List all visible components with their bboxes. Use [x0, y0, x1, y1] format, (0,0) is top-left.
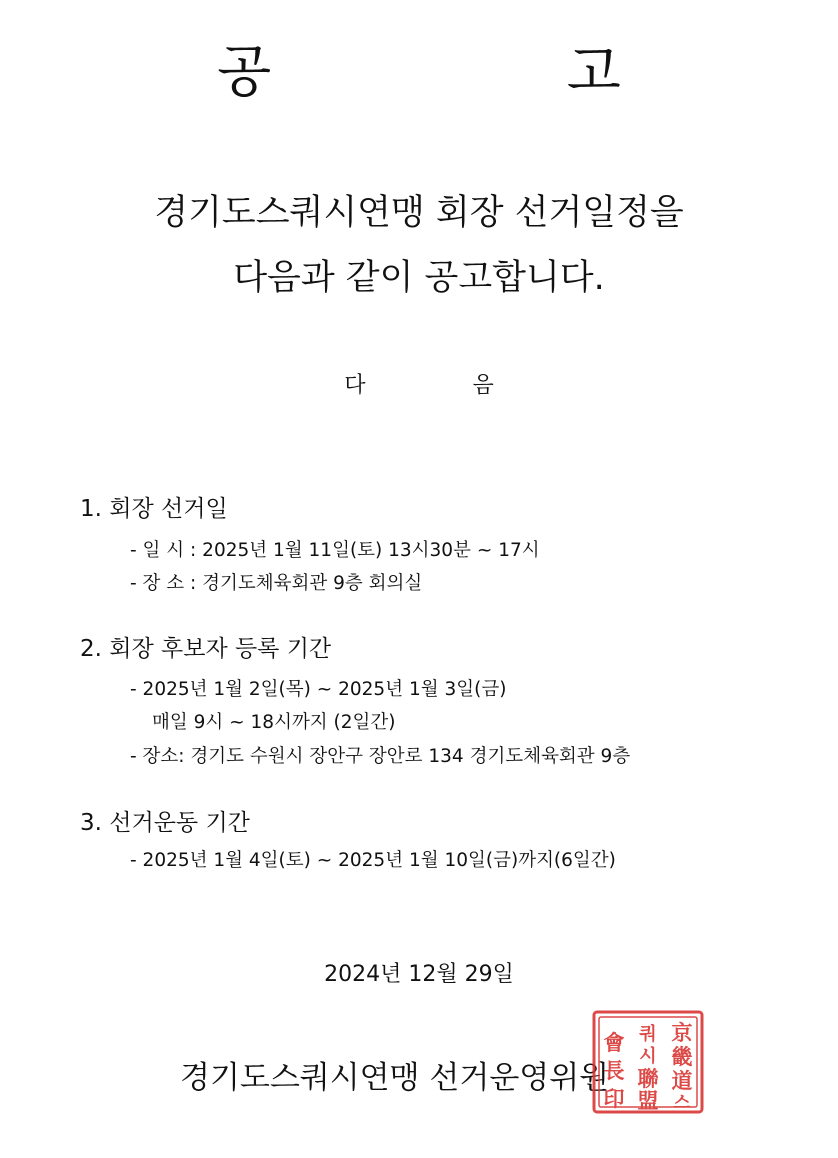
section-2-title: 2. 회장 후보자 등록 기간: [80, 636, 332, 662]
notice-date: 2024년 12월 29일: [324, 962, 514, 987]
section-2-item-location: - 장소: 경기도 수원시 장안구 장안로 134 경기도체육회관 9층: [130, 746, 631, 767]
seal-char: 印: [603, 1086, 625, 1111]
page-title: 공 고: [217, 40, 621, 105]
seal-char: 聯: [637, 1066, 659, 1091]
seal-char: 시: [639, 1046, 657, 1067]
issuer-name: 경기도스쿼시연맹 선거운영위원: [180, 1060, 610, 1096]
section-2-item-hours: 매일 9시 ~ 18시까지 (2일간): [152, 712, 396, 733]
seal-char: 스: [673, 1093, 691, 1113]
section-1-item-location: - 장 소 : 경기도체육회관 9층 회의실: [130, 573, 423, 594]
seal-char: 會: [603, 1030, 625, 1055]
seal-char: 道: [671, 1068, 693, 1093]
seal-char: 長: [603, 1058, 625, 1083]
section-3-item-period: - 2025년 1월 4일(토) ~ 2025년 1월 10일(금)까지(6일간): [130, 850, 616, 871]
sub-heading: 다 음: [344, 373, 494, 398]
headline-line-2: 다음과 같이 공고합니다.: [233, 258, 605, 298]
official-seal-icon: [590, 1008, 706, 1116]
section-1-title: 1. 회장 선거일: [80, 496, 228, 522]
section-2-item-period: - 2025년 1월 2일(목) ~ 2025년 1월 3일(금): [130, 679, 507, 700]
headline-line-1: 경기도스쿼시연맹 회장 선거일정을: [154, 193, 684, 233]
seal-char: 畿: [671, 1044, 693, 1069]
section-1-item-datetime: - 일 시 : 2025년 1월 11일(토) 13시30분 ~ 17시: [130, 540, 540, 561]
seal-char: 쿼: [639, 1024, 657, 1045]
seal-char: 京: [671, 1020, 693, 1045]
seal-char: 盟: [637, 1088, 659, 1113]
section-3-title: 3. 선거운동 기간: [80, 810, 250, 836]
